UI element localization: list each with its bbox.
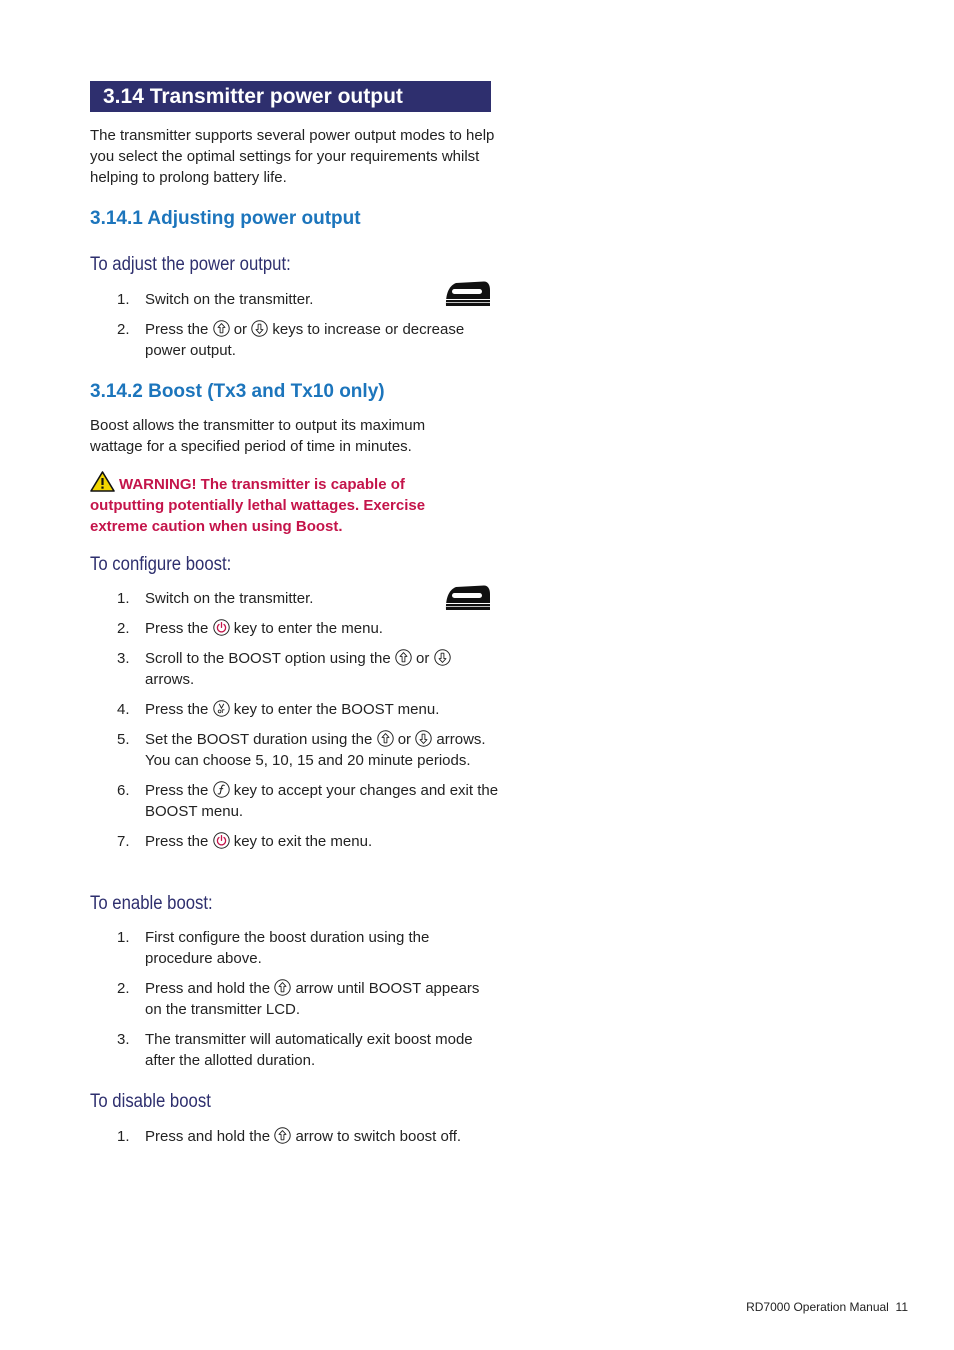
boost-heading: 3.14.2 Boost (Tx3 and Tx10 only)	[90, 381, 385, 402]
up-arrow-key-icon	[274, 1127, 291, 1144]
configure-steps-list	[90, 588, 500, 861]
power-key-icon	[213, 832, 230, 849]
disable-steps-list	[90, 1126, 500, 1156]
down-arrow-key-icon	[434, 649, 451, 666]
list-item: 3. The transmitter will automatically exit boost mode after the allotted duration.	[117, 1031, 473, 1069]
adjust-steps-list	[90, 289, 500, 370]
enable-steps-list	[90, 927, 500, 1080]
page-footer	[746, 1300, 908, 1314]
list-item: 1. Press and hold the arrow to switch boost off.	[117, 1128, 462, 1145]
up-arrow-key-icon	[377, 730, 394, 747]
intro-paragraph: The transmitter supports several power output modes to help you select the optimal settings for your requirements whilst helping to prolong battery life.	[90, 127, 495, 186]
enable-subheading: To enable boost:	[90, 893, 213, 914]
page-number: 11	[895, 1300, 908, 1314]
warning-text: WARNING! The transmitter is capable of outputting potentially lethal wattages. Exercise extreme caution when using Boost.	[90, 471, 470, 537]
up-arrow-key-icon	[274, 979, 291, 996]
volume-frequency-key-icon	[213, 700, 230, 717]
up-arrow-key-icon	[395, 649, 412, 666]
up-arrow-key-icon	[213, 320, 230, 337]
disable-subheading: To disable boost	[90, 1091, 211, 1112]
down-arrow-key-icon	[251, 320, 268, 337]
manual-name: RD7000 Operation Manual	[746, 1300, 889, 1314]
down-arrow-key-icon	[415, 730, 432, 747]
list-item: 1. Switch on the transmitter.	[117, 590, 314, 607]
section-title: 3.14 Transmitter power output	[90, 81, 491, 112]
list-item: 2. Press the key to enter the menu.	[117, 620, 383, 637]
list-item: 4. Press the key to enter the BOOST menu.	[117, 701, 440, 718]
list-item: 7. Press the key to exit the menu.	[117, 833, 373, 850]
list-item: 2. Press the or keys to increase or decrease power output.	[117, 321, 465, 359]
list-item: 6. Press the key to accept your changes and exit the BOOST menu.	[117, 782, 499, 820]
list-item: 1. Switch on the transmitter.	[117, 291, 314, 308]
list-item: 1. First configure the boost duration using the procedure above.	[117, 929, 430, 967]
list-item: 3. Scroll to the BOOST option using the or arrows.	[90, 648, 500, 690]
function-key-icon	[213, 781, 230, 798]
adjusting-heading: 3.14.1 Adjusting power output	[90, 208, 361, 229]
warning-triangle-icon	[90, 471, 115, 492]
adjusting-subheading: To adjust the power output:	[90, 254, 291, 275]
list-item: 2. Press and hold the arrow until BOOST appears on the transmitter LCD.	[117, 980, 480, 1018]
power-key-icon	[213, 619, 230, 636]
boost-description: Boost allows the transmitter to output its maximum wattage for a specified period of time in minutes.	[90, 417, 426, 455]
configure-subheading: To configure boost:	[90, 554, 232, 575]
list-item: 5. Set the BOOST duration using the or arrows. You can choose 5, 10, 15 and 20 minute periods.	[117, 731, 486, 769]
